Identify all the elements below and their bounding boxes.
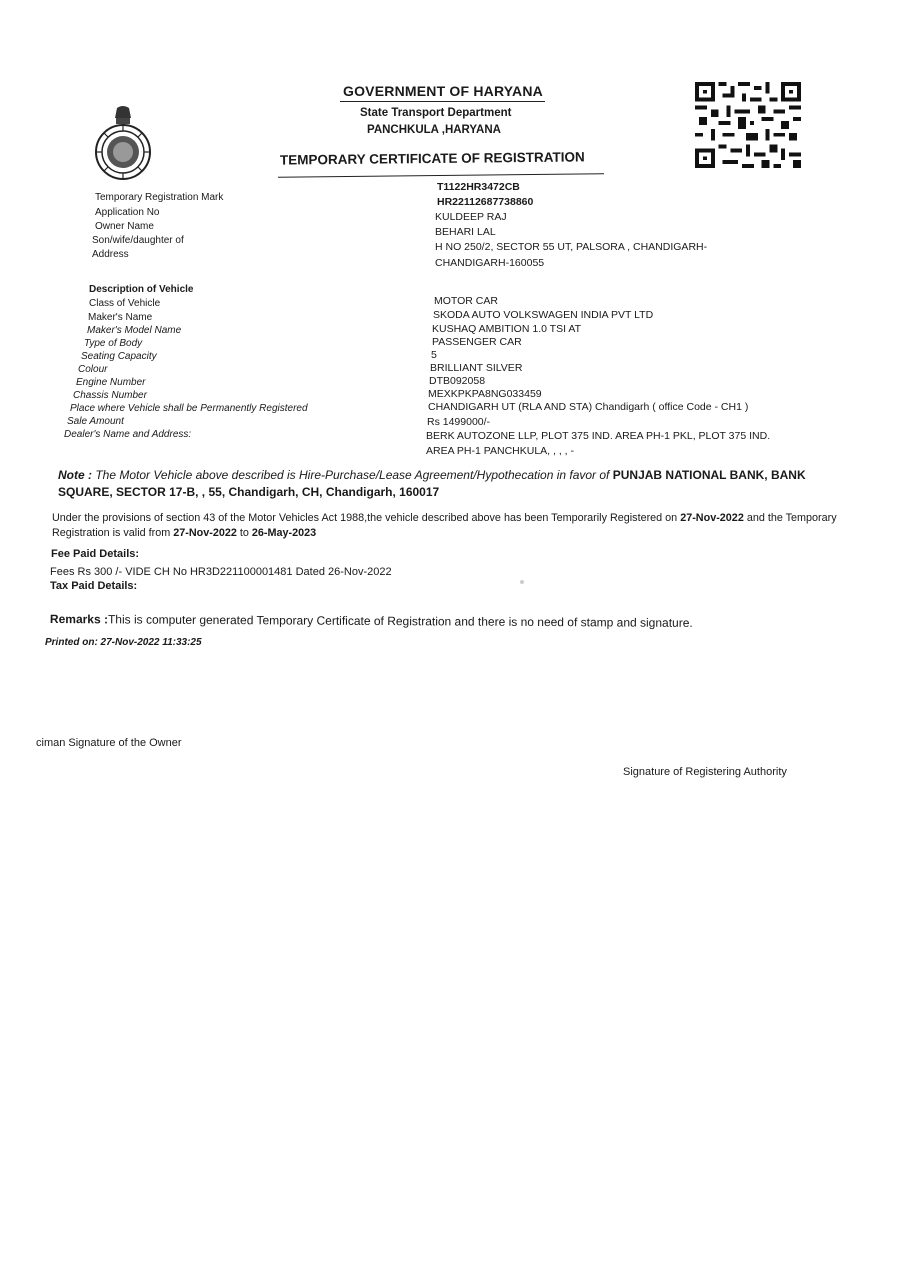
valid-from-date: 27-Nov-2022	[173, 527, 237, 539]
provision-text-2: and the Temporary Registration is valid from	[52, 512, 837, 539]
qr-code	[694, 82, 802, 168]
hypothecation-note	[58, 467, 818, 501]
fee-paid-heading: Fee Paid Details:	[51, 548, 140, 560]
provision-text-1: Under the provisions of section 43 of the Motor Vehicles Act 1988,the vehicle described above has been Temporarily Registered on	[52, 512, 681, 524]
label-colour: Colour	[78, 364, 108, 375]
value-address-line1: H NO 250/2, SECTOR 55 UT, PALSORA , CHANDIGARH-	[435, 241, 708, 253]
note-text: The Motor Vehicle above described is Hire-Purchase/Lease Agreement/Hypothecation in favor of	[95, 468, 613, 482]
fee-paid-line: Fees Rs 300 /- VIDE CH No HR3D221100001481 Dated 26-Nov-2022	[50, 566, 392, 578]
label-address: Address	[92, 249, 129, 260]
government-title: GOVERNMENT OF HARYANA	[343, 83, 543, 99]
owner-signature-label: ciman Signature of the Owner	[36, 737, 182, 749]
label-model: Maker's Model Name	[87, 325, 182, 336]
tax-paid-heading: Tax Paid Details:	[50, 580, 138, 592]
note-prefix: Note :	[58, 468, 96, 482]
scan-speck	[520, 580, 524, 584]
registration-provision	[52, 511, 842, 541]
registered-date: 27-Nov-2022	[680, 512, 744, 524]
printed-on: Printed on: 27-Nov-2022 11:33:25	[45, 637, 202, 648]
value-maker: SKODA AUTO VOLKSWAGEN INDIA PVT LTD	[433, 309, 654, 321]
value-address-line2: CHANDIGARH-160055	[435, 257, 545, 269]
value-engine: DTB092058	[429, 375, 486, 387]
remarks-text: This is computer generated Temporary Certificate of Registration and there is no need of stamp and signature.	[107, 612, 693, 630]
remarks	[50, 612, 693, 630]
value-dealer-line2: AREA PH-1 PANCHKULA, , , , -	[426, 445, 575, 457]
label-dealer: Dealer's Name and Address:	[64, 429, 192, 440]
value-application-no: HR22112687738860	[437, 196, 534, 208]
value-class: MOTOR CAR	[434, 295, 498, 307]
value-dealer-line1: BERK AUTOZONE LLP, PLOT 375 IND. AREA PH-1 PKL, PLOT 375 IND.	[426, 430, 771, 442]
value-owner-name: KULDEEP RAJ	[435, 211, 507, 223]
value-seating: 5	[431, 349, 437, 361]
authority-signature-label: Signature of Registering Authority	[623, 766, 787, 778]
value-relation: BEHARI LAL	[435, 226, 496, 238]
value-place: CHANDIGARH UT (RLA AND STA) Chandigarh ( office Code - CH1 )	[428, 401, 749, 413]
certificate-title-underline	[278, 173, 604, 177]
valid-to-date: 26-May-2023	[251, 527, 317, 539]
label-relation: Son/wife/daughter of	[92, 235, 184, 246]
label-registration-mark: Temporary Registration Mark	[95, 192, 224, 203]
title-underline	[340, 101, 545, 102]
label-engine: Engine Number	[76, 377, 146, 388]
certificate-title: TEMPORARY CERTIFICATE OF REGISTRATION	[279, 149, 585, 168]
label-application-no: Application No	[95, 207, 160, 218]
value-colour: BRILLIANT SILVER	[430, 362, 523, 374]
department-location: PANCHKULA ,HARYANA	[367, 124, 501, 136]
label-place: Place where Vehicle shall be Permanently Registered	[70, 403, 308, 414]
value-registration-mark: T1122HR3472CB	[437, 181, 520, 193]
value-body-type: PASSENGER CAR	[432, 336, 522, 348]
value-model: KUSHAQ AMBITION 1.0 TSI AT	[432, 323, 581, 335]
vehicle-section-heading: Description of Vehicle	[89, 284, 194, 295]
value-chassis: MEXKPKPA8NG033459	[428, 388, 542, 400]
label-owner-name: Owner Name	[95, 221, 154, 232]
label-body-type: Type of Body	[84, 338, 143, 349]
value-sale-amount: Rs 1499000/-	[427, 416, 491, 428]
department-name: State Transport Department	[360, 107, 512, 119]
label-sale-amount: Sale Amount	[67, 416, 124, 427]
note-bank: PUNJAB NATIONAL BANK, BANK SQUARE, SECTOR 17-B, , 55, Chandigarh, CH, Chandigarh, 160017	[58, 468, 806, 499]
provision-text-3: to	[236, 527, 252, 539]
haryana-emblem-icon	[91, 104, 155, 180]
remarks-label: Remarks :	[49, 612, 109, 627]
label-class: Class of Vehicle	[89, 298, 161, 309]
label-seating: Seating Capacity	[81, 351, 157, 362]
label-maker: Maker's Name	[88, 312, 153, 323]
label-chassis: Chassis Number	[73, 390, 147, 401]
